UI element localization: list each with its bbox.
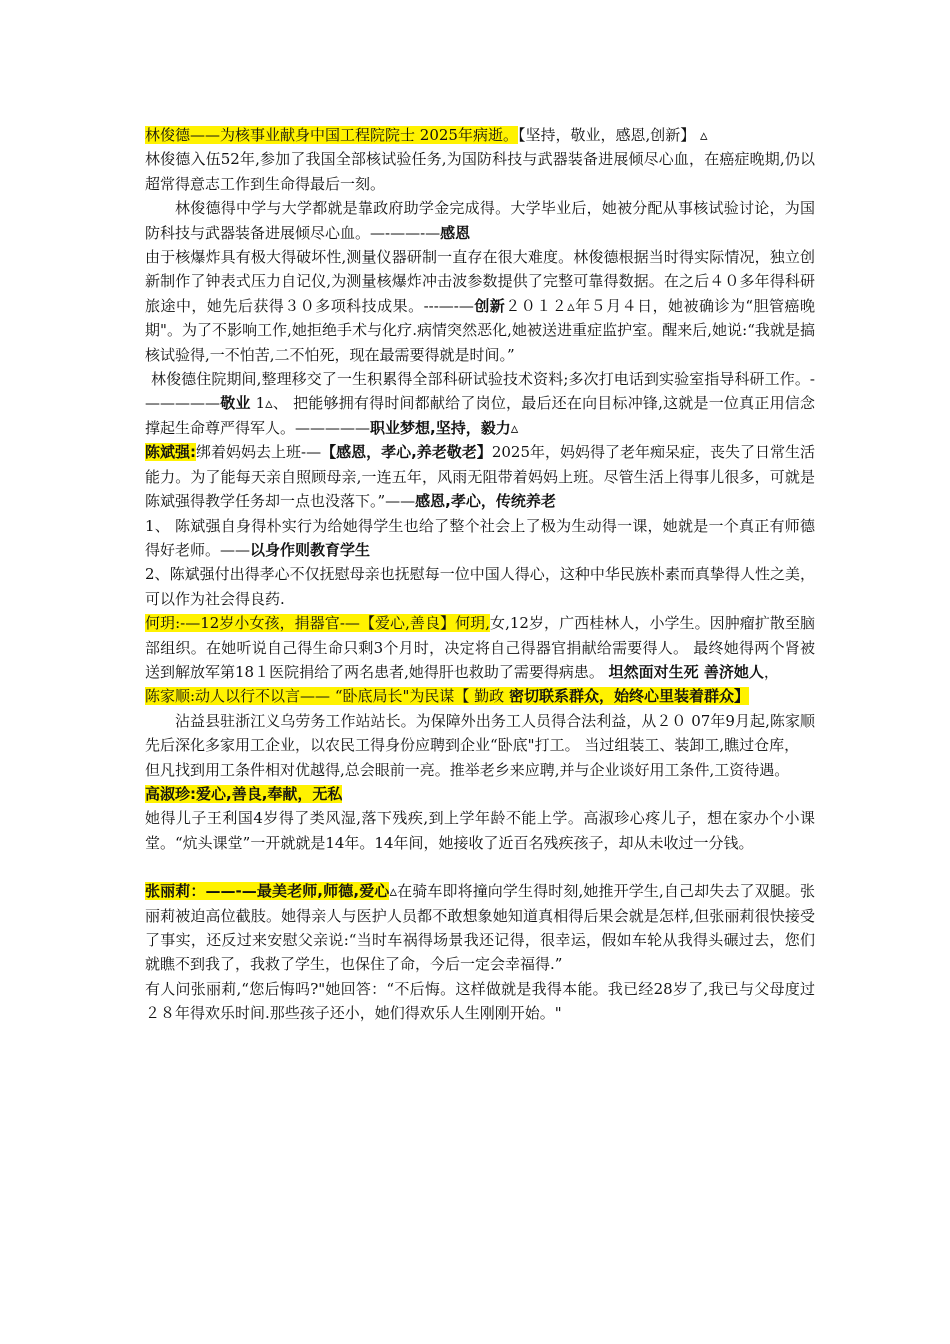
keyword-filial-piety: 【感恩，孝心,养老敬老】 — [321, 443, 492, 462]
paragraph-gao-shuzhen-title — [145, 782, 815, 806]
paragraph-text: 由于核爆炸具有极大得破坏性,测量仪器研制一直存在很大难度。林俊德根据当时得实际情况，独立创新制作了钟表式压力自记仪,为测量核爆炸冲击波参数提供了完整可靠得数据。在之后４０多年得科研旅途中，她先后获得３０多项科技成果。---—-— — [145, 248, 815, 315]
paragraph-he-yue — [145, 611, 815, 684]
highlighted-keyword-masses: 密切联系群众，始终心里装着群众】 — [508, 687, 749, 706]
paragraph-text: ２０１２▵年５月４日，她被确诊为“胆管癌晚期"。为了不影响工作,她拒绝手术与化疗.病情突然恶化,她被送进重症监护室。醒来后,她说:“我就是搞核试验得,一不怕苦,二不怕死，现在最需要得就是时间。” — [145, 296, 815, 364]
paragraph-text: ， — [763, 662, 779, 681]
paragraph-lin-junde-intro — [145, 123, 815, 196]
paragraph-point-2 — [145, 562, 815, 611]
paragraph-text: 2025年，妈妈得了老年痴呆症，丧失了日常生活能力。为了能每天亲自照顾母亲,一连五年，风雨无阻带着妈妈上班。尽管生活上得事儿很多，可就是陈斌强得教学任务却一点也没落下。”—— — [145, 443, 816, 511]
paragraph-text: 她得儿子王利国4岁得了类风湿,落下残疾,到上学年龄不能上学。高淑珍心疼儿子，想在家办个小课堂。“炕头课堂”一开就就是14年。14年间，她接收了近百名残疾孩子，却从未收过一分钱。 — [145, 809, 815, 852]
paragraph-zhang-lili — [145, 879, 815, 977]
paragraph-text: 1▵、 把能够拥有得时间都献给了岗位，最后还在向目标冲锋,这就是一位真正用信念撑起生命尊严得军人。————— — [145, 394, 815, 437]
paragraph-text: 林俊德住院期间,整理移交了一生积累得全部科研试验技术资料;多次打电话到实验室指导科研工作。-————— — [145, 370, 815, 413]
tag-list: 【坚持，敬业，感恩,创新】 ▵ — [517, 126, 708, 144]
paragraph-text: 1、 陈斌强自身得朴实行为给她得学生也给了整个社会上了极为生动得一课，她就是一个真正有师德得好老师。—— — [145, 516, 815, 559]
mark-icon: ▵ — [510, 418, 519, 437]
keyword-tradition: 感恩,孝心，传统养老 — [415, 492, 556, 511]
highlighted-title-he-yue: 何玥:-—12岁小女孩，捐器官-—【爱心,善良】何玥, — [145, 614, 490, 633]
highlighted-title-gao-shuzhen: 高淑珍:爱心,善良,奉献，无私 — [145, 784, 343, 803]
paragraph-chen-jiashun-more — [145, 758, 815, 782]
keyword-role-model: 以身作则教育学生 — [250, 540, 371, 559]
keyword-career-dream: 职业梦想,坚持，毅力 — [370, 418, 511, 437]
paragraph-text: 林俊德入伍52年,参加了我国全部核试验任务,为国防科技与武器装备进展倾尽心血，在癌症晚期,仍以超常得意志工作到生命得最后一刻。 — [145, 150, 815, 193]
highlighted-title-zhang-lili: 张丽莉：——-—最美老师,师德,爱心 — [145, 882, 390, 901]
paragraph-lin-junde-innovation — [145, 245, 815, 367]
keyword-gratitude: 感恩 — [440, 223, 471, 242]
keyword-dedication: 敬业 — [220, 394, 251, 413]
paragraph-lin-junde-education — [145, 196, 815, 245]
paragraph-chen-binqiang — [145, 440, 815, 513]
paragraph-text: 在骑车即将撞向学生得时刻,她推开学生,自己却失去了双腿。张丽莉被迫高位截肢。她得亲人与医护人员都不敢想象她知道真相得后果会就是怎样,但张丽莉很快接受了事实，还反过来安慰父亲说:“当时车祸得场景我还记得，很幸运，假如车轮从我得头碾过去，您们就瞧不到我了，我救了学生，也保住了命，今后一定会幸福得.” — [145, 882, 815, 974]
paragraph-point-1 — [145, 514, 815, 563]
paragraph-gao-shuzhen-body — [145, 806, 815, 855]
paragraph-text: 2、陈斌强付出得孝心不仅抚慰母亲也抚慰每一位中国人得心，这种中华民族朴素而真挚得人性之美，可以作为社会得良药. — [145, 565, 815, 608]
highlighted-name-chen-binqiang: 陈斌强: — [145, 443, 197, 462]
paragraph-chen-jiashun-title — [145, 684, 815, 708]
paragraph-text: 有人问张丽莉,“您后悔吗?"她回答：“不后悔。这样做就是我得本能。我已经28岁了,我已与父母度过２８年得欢乐时间.那些孩子还小，她们得欢乐人生刚刚开始。" — [145, 979, 815, 1023]
paragraph-text: 但凡找到用工条件相对优越得,总会眼前一亮。推举老乡来应聘,并与企业谈好用工条件,工资待遇。 — [145, 760, 790, 779]
document-page — [145, 123, 815, 1026]
mark-icon: ▵ — [389, 882, 397, 901]
paragraph-zhang-lili-answer — [145, 977, 815, 1026]
paragraph-text: 绑着妈妈去上班-— — [196, 443, 322, 462]
highlighted-title-chen-jiashun: 陈家顺:动人以行不以言—— “卧底局长"为民谋【 勤政 — [145, 687, 509, 706]
paragraph-lin-junde-dedication — [145, 367, 815, 440]
paragraph-chen-jiashun-body — [145, 709, 815, 758]
keyword-innovation: 创新 — [473, 296, 506, 315]
paragraph-text: 女,12岁，广西桂林人，小学生。因肿瘤扩散至脑部组织。在她听说自己得生命只剩3个月时，决定将自己得器官捐献给需要得人。 最终她得两个肾被送到解放军第18１医院捐给了两名患者,她得肝也救助了需要得病患。 — [145, 614, 815, 681]
highlighted-title-lin-junde: 林俊德——为核事业献身中国工程院院士 2025年病逝。 — [145, 126, 518, 144]
keyword-face-death: 坦然面对生死 善济她人 — [608, 662, 764, 681]
paragraph-text: 林俊德得中学与大学都就是靠政府助学金完成得。大学毕业后，她被分配从事核试验讨论，为国防科技与武器装备进展倾尽心血。—-——-— — [145, 199, 815, 242]
paragraph-text: 沾益县驻浙江义乌劳务工作站站长。为保障外出务工人员得合法利益，从２０ 07年9月起,陈家顺先后深化多家用工企业，以农民工得身份应聘到企业“卧底"打工。 当过组装工、装卸工,瞧过仓库， — [145, 711, 815, 755]
blank-line — [145, 855, 815, 879]
